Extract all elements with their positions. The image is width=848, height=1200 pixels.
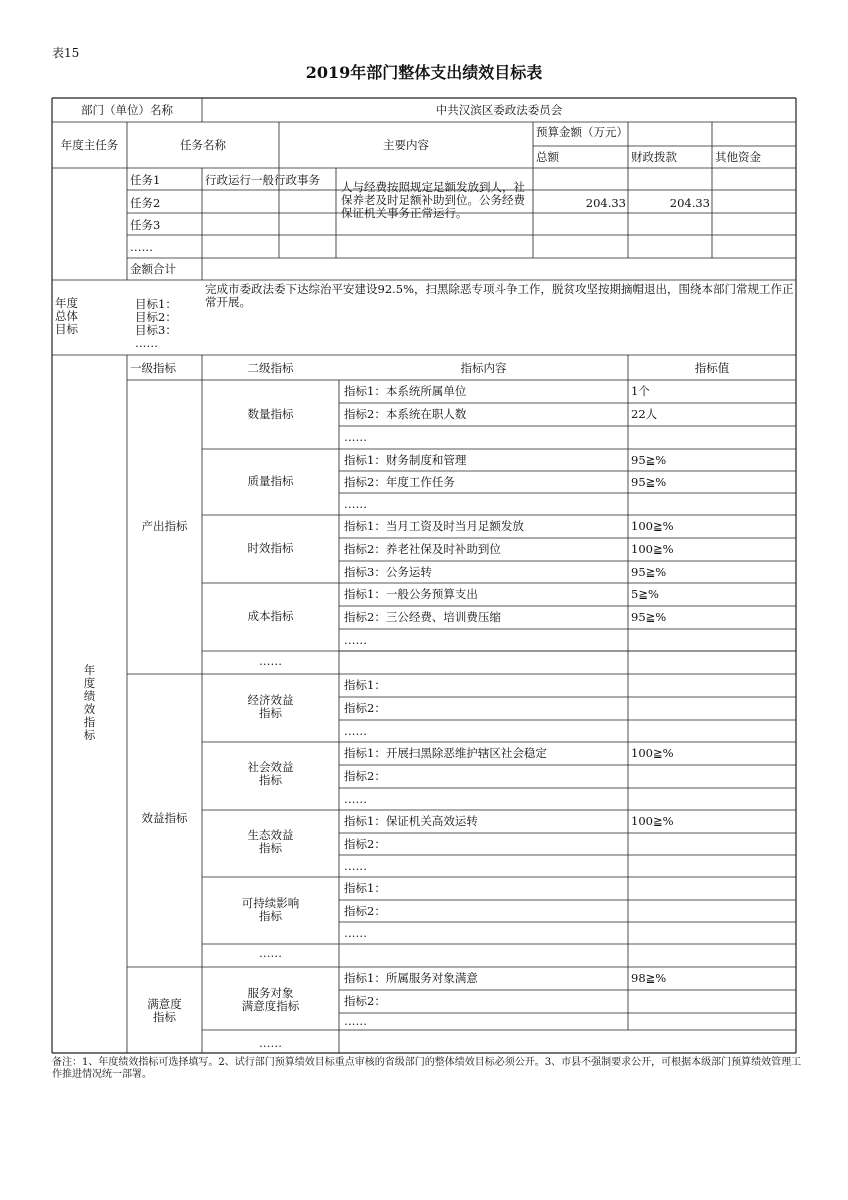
indicator-content: 指标1：保证机关高效运转 xyxy=(344,814,478,828)
indicator-content: …… xyxy=(344,791,367,806)
indicator-content: 指标1： xyxy=(344,678,386,692)
indicator-content: …… xyxy=(344,925,367,940)
quality-indicators-label: 质量指标 xyxy=(247,474,294,488)
overall-target-label: 年度 总体 目标 xyxy=(55,296,78,336)
task-row-label: …… xyxy=(130,240,153,254)
task1-name: 行政运行一般行政事务 xyxy=(205,173,320,187)
task-row-label: 任务2 xyxy=(130,196,161,210)
indicator-content: 指标1：当月工资及时当月足额发放 xyxy=(344,519,524,533)
benefit-ellipsis: …… xyxy=(259,946,282,960)
indicator-content: 指标1：一般公务预算支出 xyxy=(344,587,478,601)
header-level2: 二级指标 xyxy=(247,361,294,375)
indicator-content: 指标2：年度工作任务 xyxy=(344,474,455,489)
indicator-content: …… xyxy=(344,723,367,738)
cost-indicators-label: 成本指标 xyxy=(247,609,294,623)
indicator-content: 指标1：财务制度和管理 xyxy=(344,452,467,467)
section-label: 年 度 绩 效 指 标 xyxy=(83,663,96,742)
sustainable-indicators-label: 可持续影响 指标 xyxy=(241,896,300,923)
indicator-content: 指标2： xyxy=(344,903,386,918)
header-main-content: 主要内容 xyxy=(383,138,429,152)
ecological-indicators-label: 生态效益 指标 xyxy=(247,828,294,855)
indicator-value: 95≧% xyxy=(631,564,667,579)
indicator-value: 100≧% xyxy=(631,519,674,533)
header-other-funds: 其他资金 xyxy=(715,150,761,164)
indicator-content: 指标2： xyxy=(344,994,386,1008)
overall-target-text: 完成市委政法委下达综治平安建设92.5%，扫黑除恶专项斗争工作，脱贫攻坚按期摘帽退出，围绕本部门常规工作正常开展。 xyxy=(205,282,794,309)
satisfaction-indicators-label: 满意度 指标 xyxy=(147,997,182,1024)
header-indicator-value: 指标值 xyxy=(694,361,730,375)
indicator-content: …… xyxy=(344,632,367,647)
header-budget: 预算金额（万元） xyxy=(536,126,628,139)
service-satisfaction-label: 服务对象 满意度指标 xyxy=(241,986,300,1013)
dept-label: 部门（单位）名称 xyxy=(81,103,173,117)
indicator-value: 5≧% xyxy=(631,587,659,601)
page-title: 2019年部门整体支出绩效目标表 xyxy=(305,63,543,82)
footnote: 备注：1、年度绩效指标可选择填写。2、试行部门预算绩效目标重点审核的省级部门的整体绩效目标必须公开。3、市县不强制要求公开，可根据本级部门预算绩效管理工作推进情况统一部署。 xyxy=(52,1057,802,1080)
indicator-value: 98≧% xyxy=(631,971,667,985)
indicator-content: 指标2：养老社保及时补助到位 xyxy=(344,542,501,556)
indicator-value: 95≧% xyxy=(631,474,667,489)
indicator-content: 指标2： xyxy=(344,701,386,715)
indicator-value: 1个 xyxy=(631,384,650,398)
indicator-content: …… xyxy=(344,858,367,873)
satisfaction-ellipsis: …… xyxy=(259,1036,282,1050)
indicator-content: 指标2：三公经费、培训费压缩 xyxy=(344,610,501,624)
indicator-content: 指标2： xyxy=(344,769,386,783)
indicator-content: …… xyxy=(344,1014,367,1028)
overall-target-list: 目标1： 目标2： 目标3： …… xyxy=(135,297,177,350)
header-annual-task: 年度主任务 xyxy=(60,138,119,152)
indicator-value: 100≧% xyxy=(631,746,674,760)
indicator-content: 指标2： xyxy=(344,836,386,851)
task-row-label: 任务3 xyxy=(130,218,161,232)
header-fiscal: 财政拨款 xyxy=(631,150,677,164)
indicator-content: 指标3：公务运转 xyxy=(344,564,432,579)
task-fiscal-amount: 204.33 xyxy=(669,196,710,210)
indicator-content: …… xyxy=(344,496,367,511)
dept-value: 中共汉滨区委政法委员会 xyxy=(435,103,563,117)
header-indicator-content: 指标内容 xyxy=(460,361,507,375)
indicator-content: 指标1：本系统所属单位 xyxy=(344,384,467,398)
economic-indicators-label: 经济效益 指标 xyxy=(247,693,294,720)
indicator-content: 指标1：开展扫黑除恶维护辖区社会稳定 xyxy=(344,746,547,760)
header-total: 总额 xyxy=(536,150,559,164)
indicator-value: 100≧% xyxy=(631,814,674,828)
task-row-label: 金额合计 xyxy=(130,262,176,276)
indicator-value: 22人 xyxy=(631,407,658,421)
indicator-value: 95≧% xyxy=(631,452,667,467)
table-number: 表15 xyxy=(52,46,80,60)
social-indicators-label: 社会效益 指标 xyxy=(247,760,294,787)
header-task-name: 任务名称 xyxy=(180,138,226,152)
indicator-content: 指标1： xyxy=(344,881,386,895)
timeliness-indicators-label: 时效指标 xyxy=(247,541,294,555)
indicator-content: …… xyxy=(344,430,367,444)
task-total-amount: 204.33 xyxy=(585,196,626,210)
indicator-content: 指标2：本系统在职人数 xyxy=(344,407,467,421)
output-indicators-label: 产出指标 xyxy=(141,519,188,533)
task-row-label: 任务1 xyxy=(130,173,161,187)
header-level1: 一级指标 xyxy=(130,361,176,375)
indicator-value: 100≧% xyxy=(631,542,674,556)
output-ellipsis: …… xyxy=(259,654,282,668)
benefit-indicators-label: 效益指标 xyxy=(141,811,188,825)
indicator-value: 95≧% xyxy=(631,610,667,624)
indicator-content: 指标1：所属服务对象满意 xyxy=(344,971,478,985)
quantity-indicators-label: 数量指标 xyxy=(247,407,294,421)
task-main-content: 人与经费按照规定足额发放到人，社保养老及时足额补助到位。公务经费保证机关事务正常运行。 xyxy=(341,180,525,220)
